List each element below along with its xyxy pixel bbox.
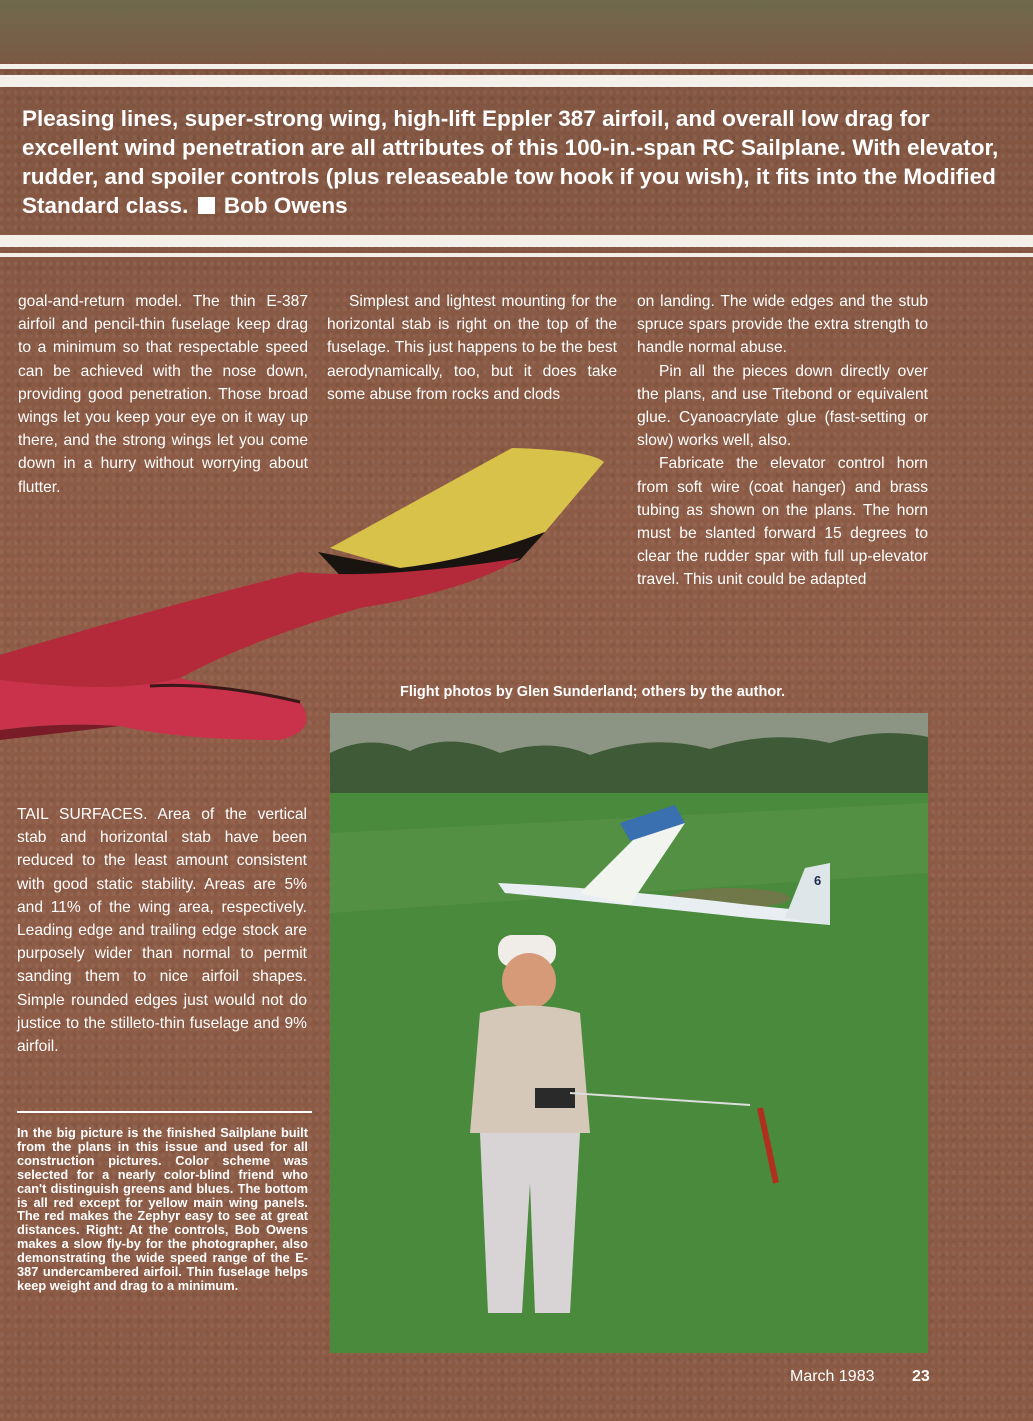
column-3 [637,290,928,592]
col3-paragraph-2: Pin all the pieces down directly over the plans, and use Titebond or equivalent glue. Cyanoacrylate glue (fast-setting or slow) works well, also. [637,362,928,450]
lede-paragraph [22,104,1012,220]
top-rule-2 [0,75,1033,87]
issue-date: March 1983 [790,1368,875,1385]
bottom-rule-2 [0,253,1033,257]
caption-rule [17,1111,312,1113]
wing-yellow-panel [330,448,604,568]
column-1-top [18,290,308,499]
lede-text: Pleasing lines, super-strong wing, high-lift Eppler 387 airfoil, and overall low drag for excellent wind penetration are all attributes of this 100-in.-span RC Sailplane. With elevator, rudder, and spoiler controls (plus releaseable tow hook if you wish), it fits into the Modified Standard class. [22,106,999,218]
end-mark-icon [198,197,215,214]
page-number: 23 [912,1368,930,1385]
photo-credit: Flight photos by Glen Sunderland; others by the author. [400,684,786,700]
col2-paragraph-1: Simplest and lightest mounting for the horizontal stab is right on the top of the fuselage. This just happens to be the best aerodynamically, too, but it does take some abuse from rocks and clods [327,293,617,403]
col1-paragraph-1: goal-and-return model. The thin E-387 airfoil and pencil-thin fuselage keep drag to a minimum so that respectable speed can be achieved with the nose down, providing good penetration. Those broad wings let you keep your eye on it way up there, and the strong wings let you come down in a hurry without worrying about flutter. [18,293,308,496]
column-1-bottom [17,803,307,1058]
radio-transmitter [535,1088,575,1108]
col3-paragraph-1: on landing. The wide edges and the stub spruce spars provide the extra strength to handle normal abuse. [637,293,928,357]
bottom-rule-1 [0,235,1033,247]
flight-photo [330,713,928,1353]
wing-red-panel [0,558,520,687]
top-rule-1 [0,64,1033,69]
pilot-shirt [470,1006,590,1134]
flight-photo-art [330,713,928,1353]
column-2 [327,290,617,406]
byline: Bob Owens [223,193,348,218]
photo-caption: In the big picture is the finished Sailplane built from the plans in this issue and used for all construction pictures. Color scheme was selected for a nearly color-blind friend who can't distinguish greens and blues. The bottom is all red except for yellow main wing panels. The red makes the Zephyr easy to see at great distances. Right: At the controls, Bob Owens makes a slow fly-by for the photographer, also demonstrating the wide speed range of the E-387 undercambered airfoil. Thin fuselage helps keep weight and drag to a minimum. [17,1125,308,1293]
col3-paragraph-3: Fabricate the elevator control horn from soft wire (coat hanger) and brass tubing as shown on the plans. The horn must be slanted forward 15 degrees to clear the rudder spar with full up-elevator travel. This unit could be adapted [637,455,928,589]
tail-number: 6 [814,873,822,888]
pilot-head [502,953,556,1009]
top-photo-strip [0,0,1033,62]
col1-paragraph-2: TAIL SURFACES. Area of the vertical stab and horizontal stab have been reduced to the least amount consistent with good static stability. Areas are 5% and 11% of the wing area, respectively. Leading edge and trailing edge stock are purposely wider than normal to permit sanding them to nice airfoil shapes. Simple rounded edges just would not do justice to the stilleto-thin fuselage and 9% airfoil. [17,806,307,1056]
